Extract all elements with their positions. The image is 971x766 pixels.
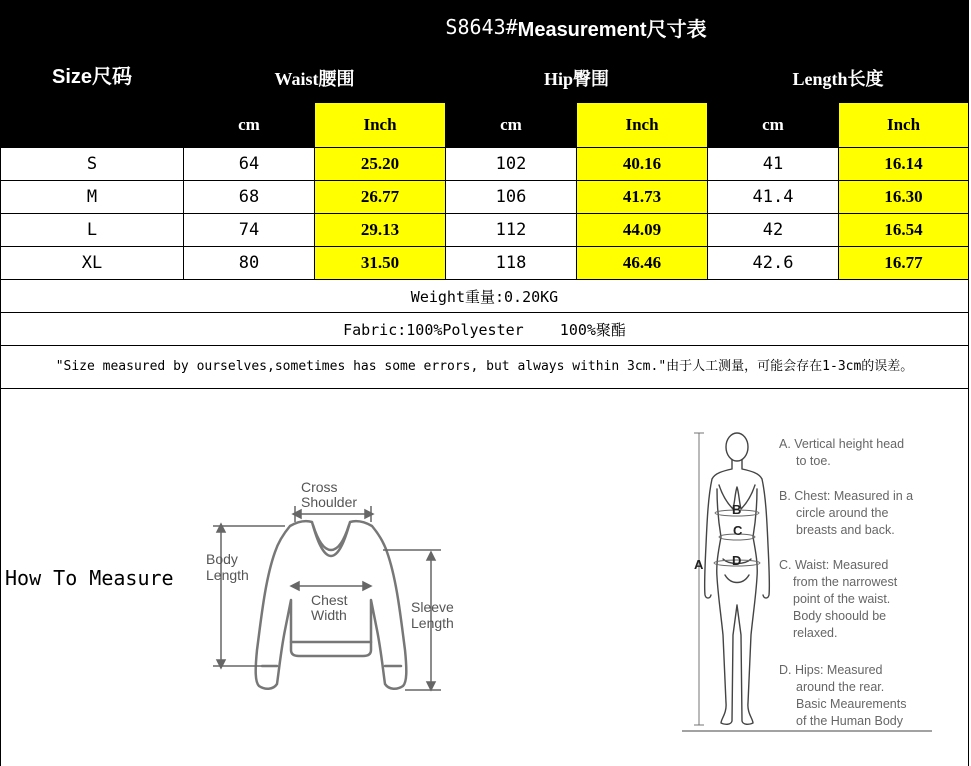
how-to-measure-label: How To Measure bbox=[5, 566, 174, 590]
title-code: S8643# bbox=[445, 15, 518, 39]
group-header-hip: Hip臀围 bbox=[445, 53, 708, 103]
fabric-row: Fabric:100%Polyester 100%聚酯 bbox=[0, 312, 969, 346]
group-header-length: Length长度 bbox=[707, 53, 969, 103]
body-label-b: B bbox=[732, 502, 742, 517]
body-label-d: D bbox=[732, 553, 742, 568]
instruction-a: A. Vertical height head to toe. bbox=[779, 437, 905, 468]
value-cell-inch: 44.09 bbox=[576, 213, 708, 247]
body-length-label-1: Body bbox=[206, 551, 238, 567]
value-cell: 42 bbox=[707, 213, 839, 247]
body-diagram bbox=[685, 425, 785, 735]
value-cell-inch: 16.77 bbox=[838, 246, 969, 280]
chest-width-label-1: Chest bbox=[311, 592, 348, 608]
body-label-c: C bbox=[733, 523, 743, 538]
value-cell-inch: 25.20 bbox=[314, 147, 446, 181]
chart-title bbox=[183, 0, 969, 54]
body-length-label-2: Length bbox=[206, 567, 249, 583]
head-outline bbox=[726, 433, 748, 461]
value-cell: 64 bbox=[183, 147, 315, 181]
unit-header-cm: cm bbox=[183, 102, 315, 148]
size-cell: L bbox=[0, 213, 184, 247]
value-cell: 68 bbox=[183, 180, 315, 214]
instruction-c: C. Waist: Measured from the narrowest point of the waist. Body shoould be relaxed. bbox=[779, 558, 898, 640]
size-cell: S bbox=[0, 147, 184, 181]
value-cell: 41.4 bbox=[707, 180, 839, 214]
title-label: Measurement尺寸表 bbox=[517, 18, 707, 41]
instruction-b: B. Chest: Measured in a circle around the breasts and back. bbox=[779, 489, 914, 537]
value-cell-inch: 41.73 bbox=[576, 180, 708, 214]
cross-shoulder-label-2: Shoulder bbox=[301, 494, 358, 510]
value-cell-inch: 16.14 bbox=[838, 147, 969, 181]
value-cell: 102 bbox=[445, 147, 577, 181]
value-cell: 41 bbox=[707, 147, 839, 181]
value-cell-inch: 16.54 bbox=[838, 213, 969, 247]
unit-header-cm: cm bbox=[707, 102, 839, 148]
measurement-note: "Size measured by ourselves,sometimes has some errors, but always within 3cm."由于人工测量，可能会存在1-3cm的误差。 bbox=[0, 345, 969, 389]
unit-header-inch: Inch bbox=[576, 102, 708, 148]
value-cell: 112 bbox=[445, 213, 577, 247]
value-cell-inch: 40.16 bbox=[576, 147, 708, 181]
unit-header-cm: cm bbox=[445, 102, 577, 148]
value-cell: 42.6 bbox=[707, 246, 839, 280]
sweater-diagram bbox=[195, 470, 475, 700]
cross-shoulder-label-1: Cross bbox=[301, 479, 338, 495]
value-cell: 74 bbox=[183, 213, 315, 247]
size-cell: XL bbox=[0, 246, 184, 280]
value-cell-inch: 31.50 bbox=[314, 246, 446, 280]
value-cell-inch: 26.77 bbox=[314, 180, 446, 214]
value-cell-inch: 16.30 bbox=[838, 180, 969, 214]
value-cell: 106 bbox=[445, 180, 577, 214]
value-cell: 118 bbox=[445, 246, 577, 280]
body-label-a: A bbox=[694, 557, 704, 572]
unit-header-inch: Inch bbox=[314, 102, 446, 148]
sleeve-length-label-2: Length bbox=[411, 615, 454, 631]
value-cell: 80 bbox=[183, 246, 315, 280]
value-cell-inch: 46.46 bbox=[576, 246, 708, 280]
weight-row: Weight重量:0.20KG bbox=[0, 279, 969, 313]
instruction-d: D. Hips: Measured around the rear. Basic Meaurements of the Human Body bbox=[779, 663, 907, 728]
size-header: Size尺码 bbox=[0, 0, 184, 148]
unit-header-inch: Inch bbox=[838, 102, 969, 148]
group-header-waist: Waist腰围 bbox=[183, 53, 446, 103]
sleeve-length-label-1: Sleeve bbox=[411, 599, 454, 615]
value-cell-inch: 29.13 bbox=[314, 213, 446, 247]
chest-width-label-2: Width bbox=[311, 607, 347, 623]
size-cell: M bbox=[0, 180, 184, 214]
